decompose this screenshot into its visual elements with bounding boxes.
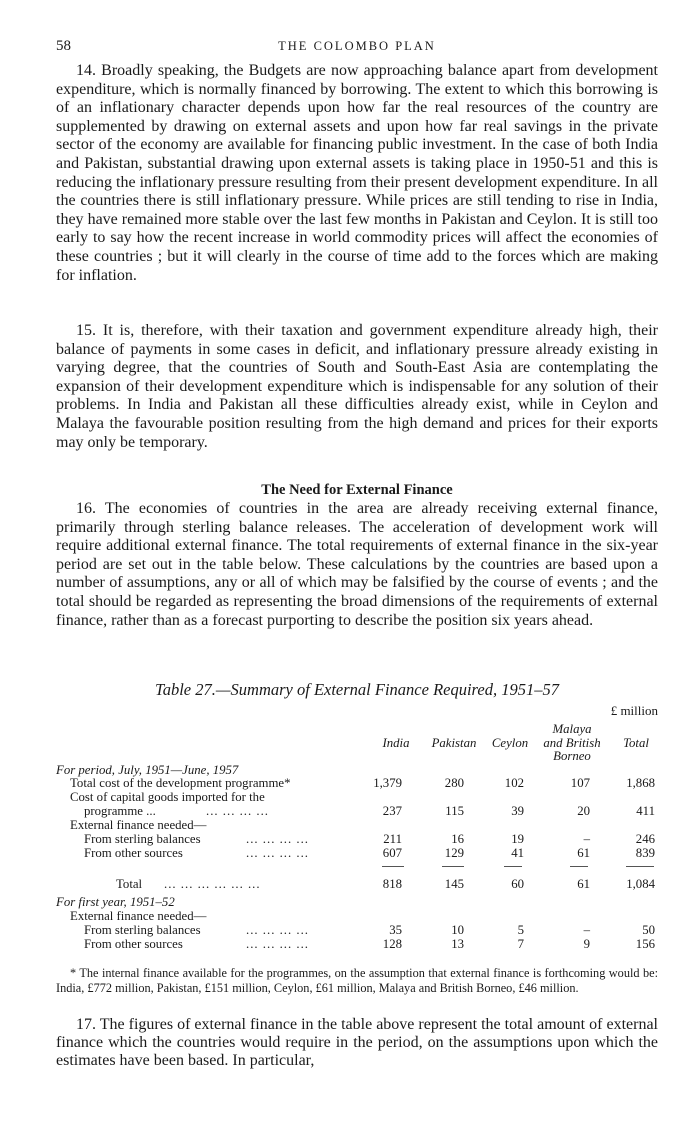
col-header-total: Total [623,736,649,750]
table-row: From other sources ... ... ... ... 607 129 41 61 839 [84,846,655,860]
table-row-total: Total ... ... ... ... ... ... 818 145 60 61 1,084 [116,877,655,891]
paragraph-17: 17. The figures of external finance in the table above represent the total amount of external finance which the countries would require in the period, on the assumptions upon which the estimates have been based. In particular, [56,1016,658,1070]
col-header-ceylon: Ceylon [491,736,529,750]
table-units: £ million [610,703,658,718]
sum-rule [504,866,522,867]
table-row: External finance needed— [70,818,207,832]
paragraph-16: 16. The economies of countries in the area are already receiving external finance, primarily through sterling balance releases. The acceleration of development work will require additional external finance. The total requirements of external finance in the six-year period are set out in the table below. These calculations by the countries are based upon a number of assumptions, any or all of which may be falsified by the course of events ; and the total should be regarded as representing the broad dimensions of the requirements of external finance, rather than as a forecast purporting to describe the position six years ahead. [56,500,658,629]
sum-rule [570,866,588,867]
table-row: External finance needed— [70,909,207,923]
running-header [56,38,658,58]
table-row: From sterling balances ... ... ... ... 211 16 19 – 246 [84,832,655,846]
table-row: For first year, 1951–52 [56,895,175,909]
page-number: 58 [56,38,71,54]
table-footnote: * The internal finance available for the programmes, on the assumption that external finance is forthcoming would be: India, £772 million, Pakistan, £151 million, Ceylon, £61 million, Malaya and British Borneo, £46 million. [56,966,658,995]
sum-rule [442,866,464,867]
col-header-india: India [382,736,410,750]
table-row: From other sources ... ... ... ... 128 13 7 9 156 [84,937,655,951]
sum-rule [382,866,404,867]
section-heading: The Need for External Finance [261,482,453,498]
table-row: Total cost of the development programme* 1,379 280 102 107 1,868 [70,776,655,790]
col-header-malaya: Malaya and British Borneo [543,722,601,763]
paragraph-14: 14. Broadly speaking, the Budgets are now approaching balance apart from development expenditure, which is normally financed by borrowing. The extent to which this borrowing is of an inflationary character depends upon how far the real resources of the country are supplemented by drawing on external assets and upon how far real savings in the private sector of the economy are available for financing public investment. In the case of both India and Pakistan, substantial drawing upon external assets is taking place in 1950-51 and this is reducing the inflationary pressure resulting from their present development expenditure. In all the countries there is still inflationary pressure. While prices are still tending to rise in India, they have remained more stable over the last few months in Pakistan and Ceylon. It is still too early to say how the recent increase in world commodity prices will affect the economies of these countries ; but it will clearly in the course of time add to the forces which are making for inflation. [56,62,658,284]
table-row: For period, July, 1951—June, 1957 [56,763,239,777]
running-title: THE COLOMBO PLAN [278,39,436,53]
table-row: Cost of capital goods imported for the [70,790,265,804]
col-header-pakistan: Pakistan [431,736,477,750]
sum-rule [626,866,654,867]
table-row: From sterling balances ... ... ... ... 35 10 5 – 50 [84,923,655,937]
table-row: programme ... ... ... ... ... 237 115 39 20 411 [84,804,655,818]
paragraph-15: 15. It is, therefore, with their taxation and government expenditure already high, their balance of payments in some cases in deficit, and inflationary pressure already existing in varying degree, that the countries of South and South-East Asia are contemplating the expansion of their development expenditure which is indispensable for any solution of their problems. In India and Pakistan all these difficulties already exist, while in Ceylon and Malaya the favourable position resulting from the high demand and prices for their exports may only be temporary. [56,322,658,451]
table-caption: Table 27.—Summary of External Finance Required, 1951–57 [155,680,559,699]
